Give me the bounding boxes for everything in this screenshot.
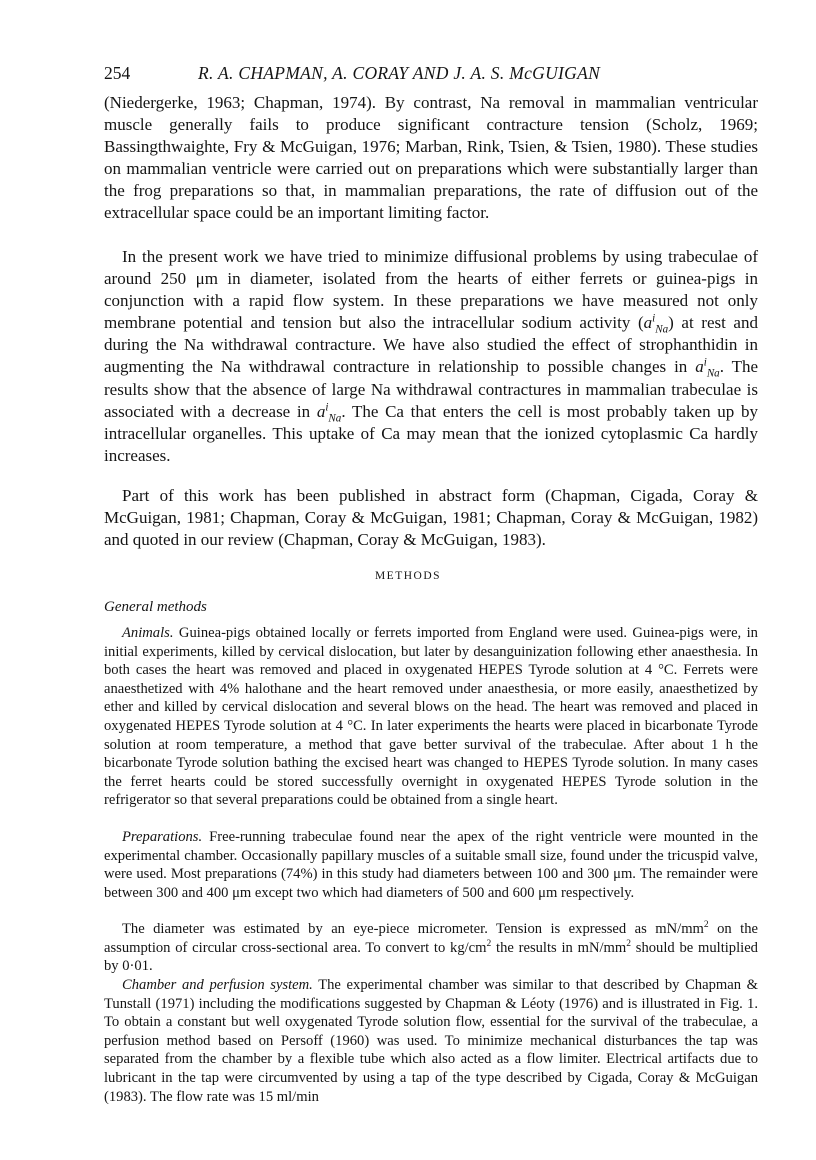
preparations-paragraph bbox=[104, 828, 758, 902]
superscript: 2 bbox=[703, 920, 709, 931]
intro-paragraph-2 bbox=[104, 246, 758, 467]
chamber-label: Chamber and perfusion system. bbox=[122, 977, 313, 993]
intro-p2-part-c: . The results show that the absence of large Na withdrawal contractures in mammalian trabeculae is associated with a decrease in bbox=[104, 357, 759, 421]
sodium-activity-symbol: $a^i_{Na}$ bbox=[643, 312, 669, 336]
intro-paragraph-3: Part of this work has been published in abstract form (Chapman, Cigada, Coray & McGuigan, 1981; Chapman, Coray & McGuigan, 1981; Chapman, Coray & McGuigan, 1982) and quoted in our review (Chapman, Coray & McGuigan, 1983). bbox=[104, 486, 758, 550]
page-number: 254 bbox=[104, 63, 131, 83]
intro-p2-part-d: . The Ca that enters the cell is most probably taken up by intracellular organelles. This uptake of Ca may mean that the ionized cytoplasmic Ca hardly increases. bbox=[104, 401, 758, 465]
methods-heading: METHODS bbox=[374, 570, 442, 582]
animals-label: Animals. bbox=[122, 625, 174, 641]
running-header-authors: R. A. CHAPMAN, A. CORAY AND J. A. S. McGUIGAN bbox=[198, 63, 601, 83]
superscript: 2 bbox=[626, 938, 631, 949]
intro-paragraph-1: (Niedergerke, 1963; Chapman, 1974). By contrast, Na removal in mammalian ventricular muscle generally fails to produce significant contracture tension (Scholz, 1969; Bassingthwaighte, Fry & McGuigan, 1976; Marban, Rink, Tsien, & Tsien, 1980). These studies on mammalian ventricle were carried out on preparations which were substantially larger than the frog preparations so that, in mammalian preparations, the rate of diffusion out of the extracellular space could be an important limiting factor. bbox=[104, 93, 758, 223]
intro-p2-part-b: ) at rest and during the Na withdrawal contracture. We have also studied the effect of strophanthidin in augmenting the Na withdrawal contracture in relationship to possible changes in bbox=[104, 313, 758, 377]
preparations-label: Preparations. bbox=[122, 829, 203, 845]
diameter-paragraph bbox=[104, 920, 758, 976]
chamber-text: The experimental chamber was similar to that described by Chapman & Tunstall (1971) including the modifications suggested by Chapman & Léoty (1976) and is illustrated in Fig. 1. To obtain a constant but well oxygenated Tyrode solution flow, essential for the survival of the trabeculae, a perfusion method based on Persoff (1960) was used. To minimize mechanical disturbances the tap was separated from the chamber by a flexible tube which also acted as a flow limiter. Electrical artifacts due to lubricant in the tap were circumvented by using a tap of the type described by Cigada, Coray & McGuigan (1983). The flow rate was 15 ml/min bbox=[104, 977, 758, 1105]
sodium-activity-symbol: $a^i_{Na}$ bbox=[695, 356, 720, 380]
animals-text: Guinea-pigs obtained locally or ferrets imported from England were used. Guinea-pigs were, in initial experiments, killed by cervical dislocation, but later by desanguinization following ether anaesthesia. In both cases the heart was removed and placed in oxygenated HEPES Tyrode solution at 4 °C. Ferrets were anaesthetized with 4% halothane and the heart removed under anaesthesia, or more easily, anaesthetized by ether and killed by cervical dislocation and several blows on the head. The heart was removed and placed in oxygenated HEPES Tyrode solution at 4 °C. In later experiments the hearts were placed in bicarbonate Tyrode solution at room temperature, a method that gave better survival of the trabeculae. After about 1 h the bicarbonate Tyrode solution bathing the excised heart was changed to HEPES Tyrode solution. In many cases the ferret hearts could be stored successfully overnight in oxygenated HEPES Tyrode solution in the refrigerator so that several preparations could be obtained from a single heart. bbox=[104, 625, 758, 809]
sodium-activity-symbol: $a^i_{Na}$ bbox=[316, 401, 342, 425]
animals-paragraph bbox=[104, 624, 758, 810]
diameter-text-c: the results in mN/mm bbox=[491, 939, 627, 956]
diameter-text-d: should be multiplied by 0·01. bbox=[104, 939, 758, 975]
diameter-text-a: The diameter was estimated by an eye-piece micrometer. Tension is expressed as mN/mm bbox=[122, 921, 704, 937]
preparations-text: Free-running trabeculae found near the apex of the right ventricle were mounted in the experimental chamber. Occasionally papillary muscles of a suitable small size, found under the tricuspid valve, were used. Most preparations (74%) in this study had diameters between 100 and 300 μm. The remainder were between 300 and 400 μm except two which had diameters of 500 and 600 μm respectively. bbox=[104, 829, 758, 901]
intro-p2-part-a: In the present work we have tried to minimize diffusional problems by using trabeculae of around 250 μm in diameter, isolated from the hearts of either ferrets or guinea-pigs in conjunction with a rapid flow system. In these preparations we have measured not only membrane potential and tension but also the intracellular sodium activity ( bbox=[104, 247, 758, 333]
diameter-text-b: on the assumption of circular cross-sectional area. To convert to kg/cm bbox=[104, 921, 758, 956]
general-methods-subheading: General methods bbox=[104, 599, 207, 615]
chamber-paragraph bbox=[104, 976, 758, 1106]
superscript: 2 bbox=[486, 938, 492, 949]
